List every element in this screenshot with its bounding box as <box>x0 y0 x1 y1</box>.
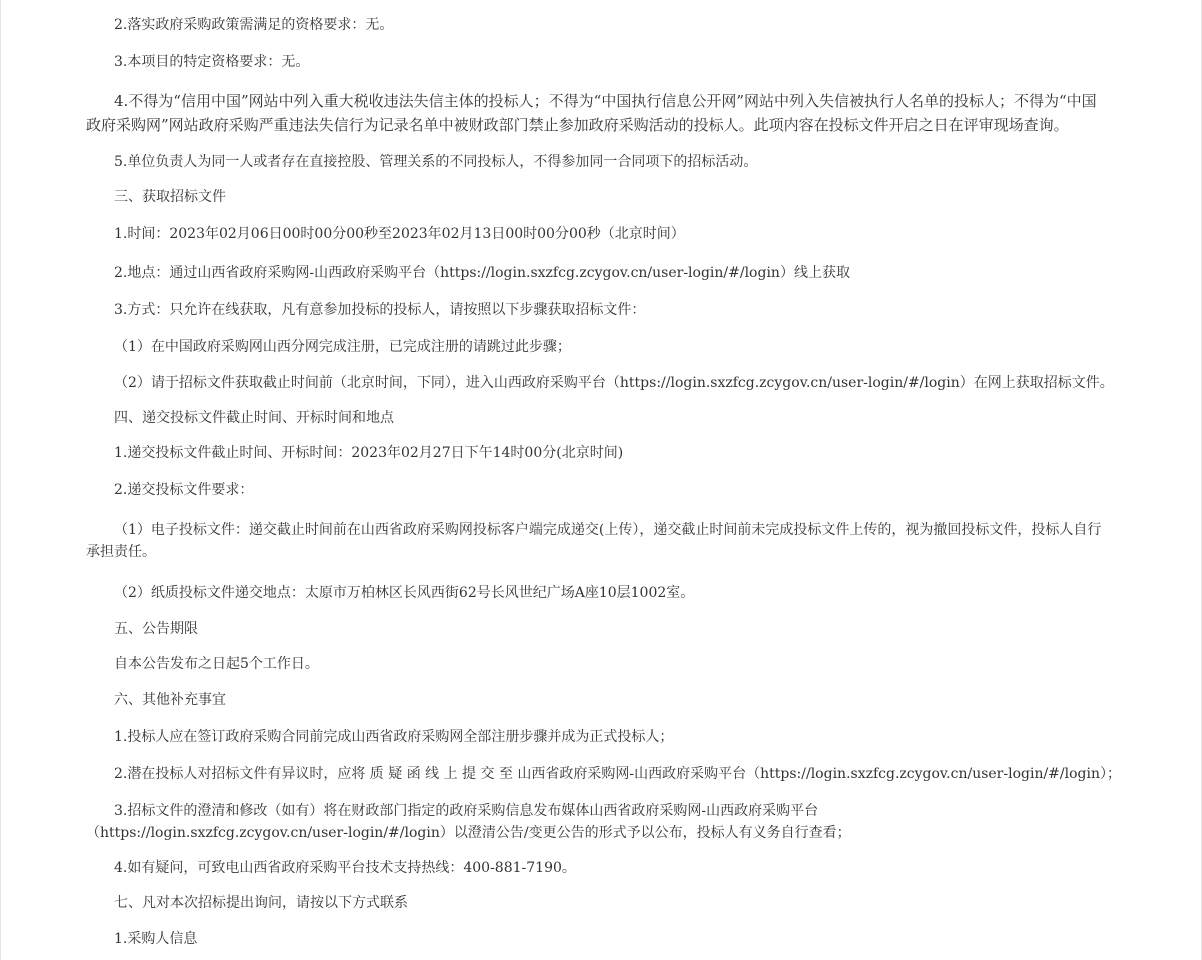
paragraph-deadline-time: 1.递交投标文件截止时间、开标时间：2023年02月27日下午14时00分(北京时间) <box>114 445 624 461</box>
paragraph-notice-period: 自本公告发布之日起5个工作日。 <box>114 656 319 672</box>
section-heading-obtain-documents: 三、获取招标文件 <box>114 189 226 205</box>
paragraph-related-bidders: 5.单位负责人为同一人或者存在直接控股、管理关系的不同投标人，不得参加同一合同项下的招标活动。 <box>114 154 758 170</box>
paragraph-electronic-submission: （1）电子投标文件：递交截止时间前在山西省政府采购网投标客户端完成递交(上传），递交截止时间前未完成投标文件上传的，视为撤回投标文件，投标人自行承担责任。 <box>86 522 1102 560</box>
paragraph-objections: 2.潜在投标人对招标文件有异议时，应将 质 疑 函 线 上 提 交 至 山西省政府采购网-山西政府采购平台（https://login.sxzfcg.zcygov.cn/user-login/#/login）； <box>114 766 1121 782</box>
paragraph-obtain-location: 2.地点：通过山西省政府采购网-山西政府采购平台（https://login.sxzfcg.zcygov.cn/user-login/#/login）线上获取 <box>114 265 850 281</box>
paragraph-obtain-time: 1.时间：2023年02月06日00时00分00秒至2023年02月13日00时00分00秒（北京时间） <box>114 226 685 242</box>
paragraph-obtain-method: 3.方式：只允许在线获取，凡有意参加投标的投标人，请按照以下步骤获取招标文件： <box>114 302 646 318</box>
paragraph-step-register: （1）在中国政府采购网山西分网完成注册，已完成注册的请跳过此步骤； <box>114 339 571 355</box>
paragraph-submission-requirements: 2.递交投标文件要求： <box>114 482 254 498</box>
section-heading-contact: 七、凡对本次招标提出询问，请按以下方式联系 <box>114 895 408 911</box>
section-heading-deadline: 四、递交投标文件截止时间、开标时间和地点 <box>114 410 394 426</box>
paragraph-support-hotline: 4.如有疑问，可致电山西省政府采购平台技术支持热线：400-881-7190。 <box>114 860 576 876</box>
paragraph-clarifications: 3.招标文件的澄清和修改（如有）将在财政部门指定的政府采购信息发布媒体山西省政府采购网-山西政府采购平台（https://login.sxzfcg.zcygov.cn/user-login/#/login）以澄清公告/变更公告的形式予以公布，投标人有义务自行查看； <box>86 803 851 841</box>
paragraph-policy-requirements: 2.落实政府采购政策需满足的资格要求：无。 <box>114 17 394 33</box>
paragraph-registration: 1.投标人应在签订政府采购合同前完成山西省政府采购网全部注册步骤并成为正式投标人； <box>114 729 674 745</box>
paragraph-step-download: （2）请于招标文件获取截止时间前（北京时间，下同），进入山西政府采购平台（https://login.sxzfcg.zcygov.cn/user-login/#/login）在网上获取招标文件。 <box>114 375 1114 391</box>
paragraph-specific-requirements: 3.本项目的特定资格要求：无。 <box>114 54 310 70</box>
section-heading-supplementary: 六、其他补充事宜 <box>114 692 226 708</box>
paragraph-credit-restrictions: 4.不得为“信用中国”网站中列入重大税收违法失信主体的投标人；不得为“中国执行信息公开网”网站中列入失信被执行人名单的投标人；不得为“中国政府采购网”网站政府采购严重违法失信行为记录名单中被财政部门禁止参加政府采购活动的投标人。此项内容在投标文件开启之日在评审现场查询。 <box>86 92 1097 134</box>
paragraph-purchaser-info: 1.采购人信息 <box>114 931 198 947</box>
paragraph-paper-submission: （2）纸质投标文件递交地点：太原市万柏林区长风西街62号长风世纪广场A座10层1002室。 <box>114 585 695 601</box>
section-heading-notice-period: 五、公告期限 <box>114 621 198 637</box>
